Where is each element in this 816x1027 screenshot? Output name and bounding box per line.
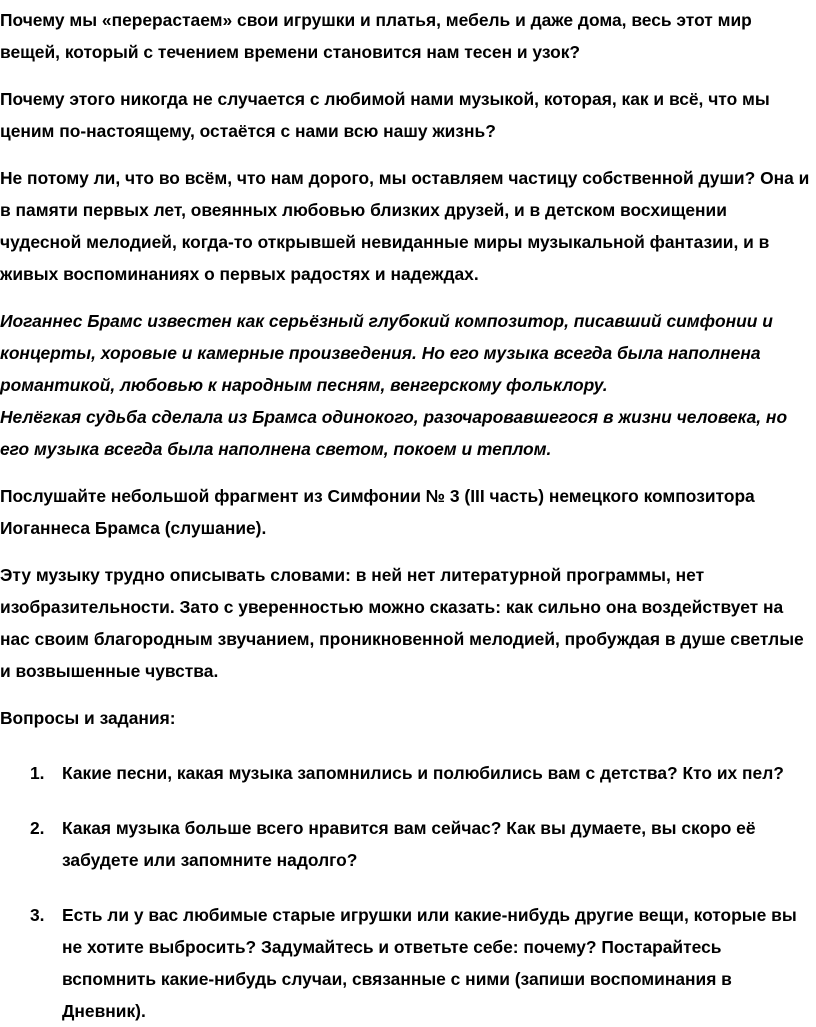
questions-list: [0, 757, 810, 1027]
question-number: 3.: [30, 905, 45, 925]
paragraph-brahms-fate: Нелёгкая судьба сделала из Брамса одинокого, разочаровавшегося в жизни человека, но его музыка всегда была наполнена светом, покоем и теплом.: [0, 407, 788, 459]
paragraph-intro-question: Почему мы «перерастаем» свои игрушки и платья, мебель и даже дома, весь этот мир вещей, который с течением времени становится нам тесен и узок?: [0, 10, 752, 62]
question-item: [0, 899, 810, 1027]
question-item: [0, 812, 810, 876]
question-text: Есть ли у вас любимые старые игрушки или какие-нибудь другие вещи, которые вы не хотите выбросить? Задумайтесь и ответьте себе: почему? Постарайтесь вспомнить какие-нибудь случаи, связанные с ними (запиши воспоминания в Дневник).: [62, 905, 797, 1021]
question-number: 2.: [30, 818, 45, 838]
question-item: [0, 757, 810, 789]
question-number: 1.: [30, 763, 45, 783]
paragraph-listening-task: Послушайте небольшой фрагмент из Симфонии № 3 (III часть) немецкого композитора Иоганнеса Брамса (слушание).: [0, 486, 755, 538]
question-text: Какая музыка больше всего нравится вам сейчас? Как вы думаете, вы скоро её забудете или запомните надолго?: [62, 818, 756, 870]
paragraph-music-description: Эту музыку трудно описывать словами: в ней нет литературной программы, нет изобразительности. Зато с уверенностью можно сказать: как сильно она воздействует на нас своим благородным звучанием, проникновенной мелодией, пробуждая в душе светлые и возвышенные чувства.: [0, 565, 804, 681]
question-text: Какие песни, какая музыка запомнились и полюбились вам с детства? Кто их пел?: [62, 763, 784, 783]
paragraph-music-question: Почему этого никогда не случается с любимой нами музыкой, которая, как и всё, что мы ценим по-настоящему, остаётся с нами всю нашу жизнь?: [0, 89, 770, 141]
questions-heading: Вопросы и задания:: [0, 708, 176, 728]
paragraph-soul: Не потому ли, что во всём, что нам дорого, мы оставляем частицу собственной души? Она и в памяти первых лет, овеянных любовью близких друзей, и в детском восхищении чудесной мелодией, когда-то открывшей невиданные миры музыкальной фантазии, и в живых воспоминаниях о первых радостях и надеждах.: [0, 168, 810, 284]
paragraph-brahms-description: Иоганнес Брамс известен как серьёзный глубокий композитор, писавший симфонии и концерты, хоровые и камерные произведения. Но его музыка всегда была наполнена романтикой, любовью к народным песням, венгерскому фольклору.: [0, 311, 773, 395]
